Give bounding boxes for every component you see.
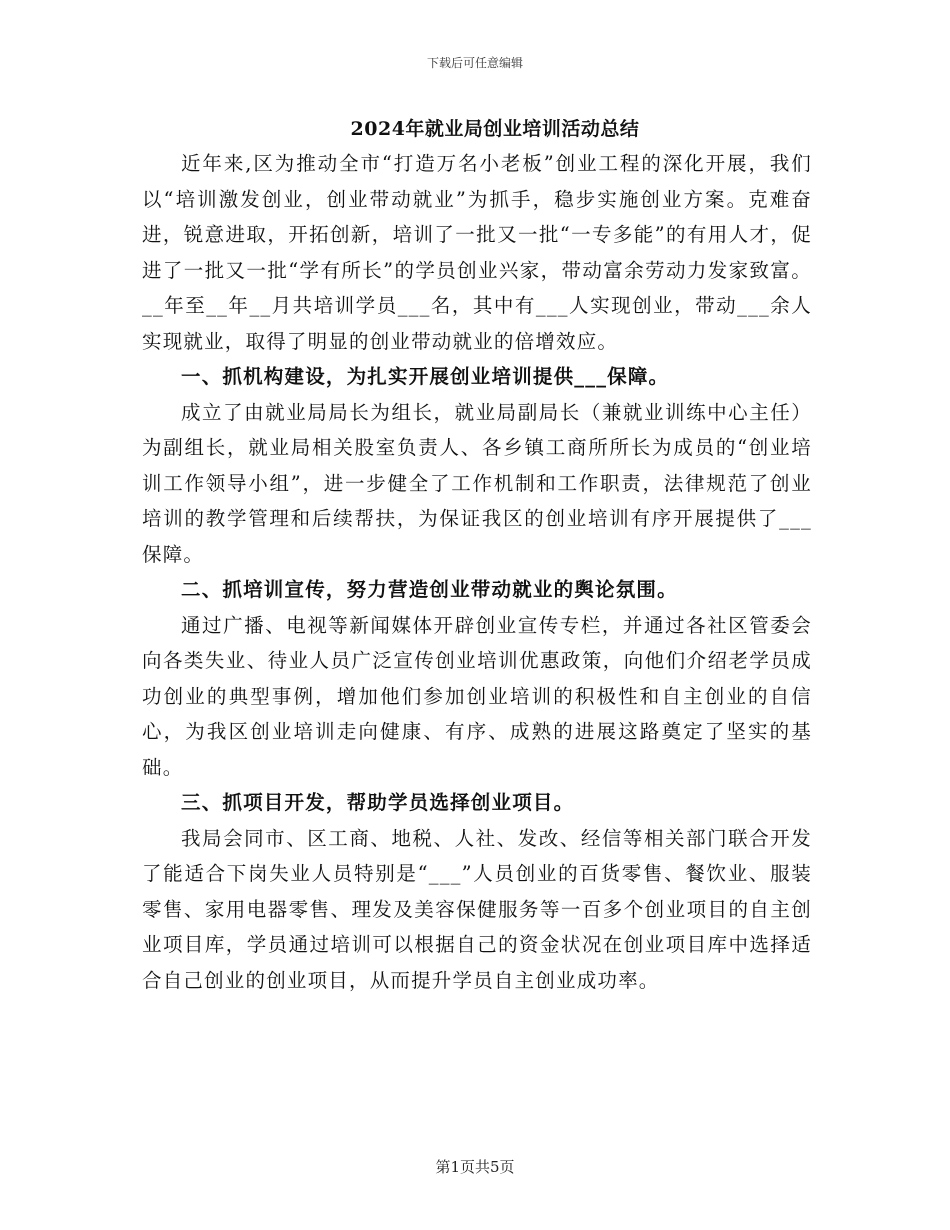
section-paragraph-3: 我局会同市、区工商、地税、人社、发改、经信等相关部门联合开发了能适合下岗失业人员特别是“___”人员创业的百货零售、餐饮业、服装零售、家用电器零售、理发及美容保健服务等一百多个创业项目的自主创业项目库，学员通过培训可以根据自己的资金状况在创业项目库中选择适合自己创业的创业项目，从而提升学员自主创业成功率。 — [142, 826, 812, 992]
page-number: 第1页共5页 — [435, 1158, 515, 1176]
section-paragraph-2: 通过广播、电视等新闻媒体开辟创业宣传专栏，并通过各社区管委会向各类失业、待业人员广泛宣传创业培训优惠政策，向他们介绍老学员成功创业的典型事例，增加他们参加创业培训的积极性和自主创业的自信心，为我区创业培训走向健康、有序、成熟的进展这路奠定了坚实的基础。 — [142, 613, 812, 779]
document-body — [142, 146, 812, 998]
intro-paragraph: 近年来,区为推动全市“打造万名小老板”创业工程的深化开展，我们以“培训激发创业，创业带动就业”为抓手，稳步实施创业方案。克难奋进，锐意进取，开拓创新，培训了一批又一批“一专多能”的有用人才，促进了一批又一批“学有所长”的学员创业兴家，带动富余劳动力发家致富。__年至__年__月共培训学员___名，其中有___人实现创业，带动___余人实现就业，取得了明显的创业带动就业的倍增效应。 — [142, 152, 812, 353]
document-title: 2024年就业局创业培训活动总结 — [350, 118, 640, 140]
section-heading-1: 一、抓机构建设，为扎实开展创业培训提供___保障。 — [181, 365, 670, 388]
section-heading-2: 二、抓培训宣传，努力营造创业带动就业的舆论氛围。 — [181, 578, 678, 601]
section-paragraph-1: 成立了由就业局局长为组长，就业局副局长（兼就业训练中心主任）为副组长，就业局相关股室负责人、各乡镇工商所所长为成员的“创业培训工作领导小组”，进一步健全了工作机制和工作职责，法律规范了创业培训的教学管理和后续帮扶，为保证我区的创业培训有序开展提供了___保障。 — [142, 400, 812, 566]
section-heading-3: 三、抓项目开发，帮助学员选择创业项目。 — [181, 791, 575, 814]
header-note: 下载后可任意编辑 — [426, 56, 523, 70]
